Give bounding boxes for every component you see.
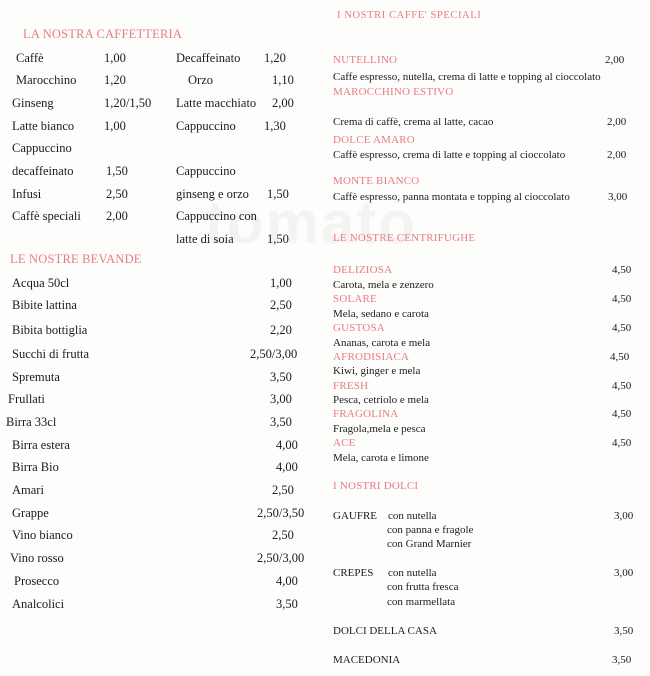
dolce-price-macedonia: 3,50 [612,654,632,666]
menu-item-marocchino: Marocchino [16,73,77,87]
dolce-price-dolci-casa: 3,50 [614,625,634,637]
centrifuga-name: FRESH [333,380,369,392]
centrifuga-name: AFRODISIACA [333,351,410,363]
speciali-item-desc: Caffe espresso, nutella, crema di latte e topping al cioccolato [333,71,601,83]
menu-item-orzo: Orzo [188,73,213,87]
menu-item-cappuccino-soia-1: Cappuccino con [176,209,257,223]
drink-price: 2,50 [272,528,294,542]
centrifuga-desc: Mela, carota e limone [333,452,429,464]
menu-item-cappuccino-go-2: ginseng e orzo [176,187,249,201]
centrifuga-name: ACE [333,437,356,449]
drink-item: Birra 33cl [6,415,57,429]
speciali-item-price: 2,00 [605,54,625,66]
dolce-name-crepes: CREPES [333,567,374,579]
drink-price: 4,00 [276,438,298,452]
centrifuga-price: 4,50 [612,322,632,334]
drink-price: 4,00 [276,574,298,588]
menu-item-caffe: Caffè [16,51,44,65]
dolce-option: con marmellata [387,596,456,608]
menu-price-cappuccino-decaf: 1,50 [106,164,128,178]
centrifuga-price: 4,50 [612,408,632,420]
menu-price-latte-bianco: 1,00 [104,119,126,133]
menu-item-decaffeinato: Decaffeinato [176,51,241,65]
speciali-item-desc: Caffè espresso, panna montata e topping al cioccolato [333,191,570,203]
dolce-option: con nutella [388,510,437,522]
menu-item-cappuccino-soia-2: latte di soia [176,232,234,246]
menu-item-ginseng: Ginseng [12,96,54,110]
speciali-item-price: 2,00 [607,149,627,161]
centrifuga-name: FRAGOLINA [333,408,399,420]
menu-price-infusi: 2,50 [106,187,128,201]
menu-price-decaffeinato: 1,20 [264,51,286,65]
speciali-item-name: DOLCE AMARO [333,134,415,146]
drink-item: Grappe [12,506,49,520]
menu-price-cappuccino: 1,30 [264,119,286,133]
drink-item: Analcolici [12,597,65,611]
dolce-name-dolci-casa: DOLCI DELLA CASA [333,625,437,637]
menu-item-caffe-speciali: Caffè speciali [12,209,81,223]
dolce-price-gaufre: 3,00 [614,510,634,522]
drink-price: 2,50/3,00 [250,347,298,361]
dolce-name-gaufre: GAUFRE [333,510,378,522]
drink-item: Prosecco [14,574,60,588]
speciali-item-price: 2,00 [607,116,627,128]
centrifuga-price: 4,50 [612,380,632,392]
speciali-item-desc: Crema di caffè, crema al latte, cacao [333,116,494,128]
menu-price-cappuccino-soia: 1,50 [267,232,289,246]
menu-price-ginseng: 1,20/1,50 [104,96,152,110]
caffetteria-title: LA NOSTRA CAFFETTERIA [23,27,183,41]
speciali-item-price: 3,00 [608,191,628,203]
centrifuga-name: GUSTOSA [333,322,385,334]
drink-item: Bibita bottiglia [12,323,88,337]
dolce-price-crepes: 3,00 [614,567,634,579]
menu-item-cappuccino-decaf-1: Cappuccino [12,141,72,155]
drink-price: 3,50 [270,415,292,429]
centrifuga-price: 4,50 [612,437,632,449]
menu-item-latte-bianco: Latte bianco [12,119,75,133]
menu-item-latte-macchiato: Latte macchiato [176,96,257,110]
centrifuga-name: SOLARE [333,293,377,305]
drink-item: Birra Bio [12,460,59,474]
centrifuga-desc: Kiwi, ginger e mela [333,365,421,377]
menu-price-orzo: 1,10 [272,73,294,87]
menu-item-cappuccino: Cappuccino [176,119,236,133]
speciali-item-desc: Caffè espresso, crema di latte e topping al cioccolato [333,149,566,161]
menu-item-cappuccino-go-1: Cappuccino [176,164,236,178]
menu-price-marocchino: 1,20 [104,73,126,87]
centrifughe-title: LE NOSTRE CENTRIFUGHE [333,232,476,244]
centrifuga-price: 4,50 [612,293,632,305]
centrifuga-price: 4,50 [610,351,630,363]
dolce-option: con panna e fragole [387,524,474,536]
speciali-item-name: MAROCCHINO ESTIVO [333,86,454,98]
drink-price: 3,50 [276,597,298,611]
centrifuga-desc: Mela, sedano e carota [333,308,429,320]
drink-price: 2,50/3,50 [257,506,305,520]
drink-price: 1,00 [270,276,292,290]
menu-price-cappuccino-go: 1,50 [267,187,289,201]
drink-price: 2,50 [270,298,292,312]
drink-item: Bibite lattina [12,298,77,312]
centrifuga-desc: Fragola,mela e pesca [333,423,426,435]
menu-item-infusi: Infusi [12,187,42,201]
drink-item: Birra estera [12,438,70,452]
dolce-name-macedonia: MACEDONIA [333,654,401,666]
menu-price-caffe: 1,00 [104,51,126,65]
drink-item: Vino rosso [10,551,64,565]
menu-item-cappuccino-decaf-2: decaffeinato [12,164,74,178]
centrifuga-desc: Pesca, cetriolo e mela [333,394,429,406]
dolce-option: con frutta fresca [387,581,459,593]
speciali-title: I NOSTRI CAFFE' SPECIALI [337,10,482,21]
drink-item: Succhi di frutta [12,347,90,361]
drink-price: 2,20 [270,323,292,337]
centrifuga-name: DELIZIOSA [333,264,393,276]
drink-item: Vino bianco [12,528,73,542]
drink-item: Frullati [8,392,45,406]
centrifuga-desc: Carota, mela e zenzero [333,279,434,291]
drink-item: Acqua 50cl [12,276,70,290]
drink-price: 3,50 [270,370,292,384]
centrifuga-desc: Ananas, carota e mela [333,337,431,349]
dolci-title: I NOSTRI DOLCI [333,480,419,492]
bevande-title: LE NOSTRE BEVANDE [10,252,142,266]
drink-item: Amari [12,483,44,497]
drink-price: 4,00 [276,460,298,474]
centrifuga-price: 4,50 [612,264,632,276]
drink-price: 2,50 [272,483,294,497]
drink-price: 3,00 [270,392,292,406]
menu-price-caffe-speciali: 2,00 [106,209,128,223]
speciali-item-name: MONTE BIANCO [333,175,420,187]
dolce-option: con Grand Marnier [387,538,472,550]
dolce-option: con nutella [388,567,437,579]
speciali-item-name: NUTELLINO [333,54,398,66]
drink-price: 2,50/3,00 [257,551,305,565]
drink-item: Spremuta [12,370,60,384]
menu-price-latte-macchiato: 2,00 [272,96,294,110]
